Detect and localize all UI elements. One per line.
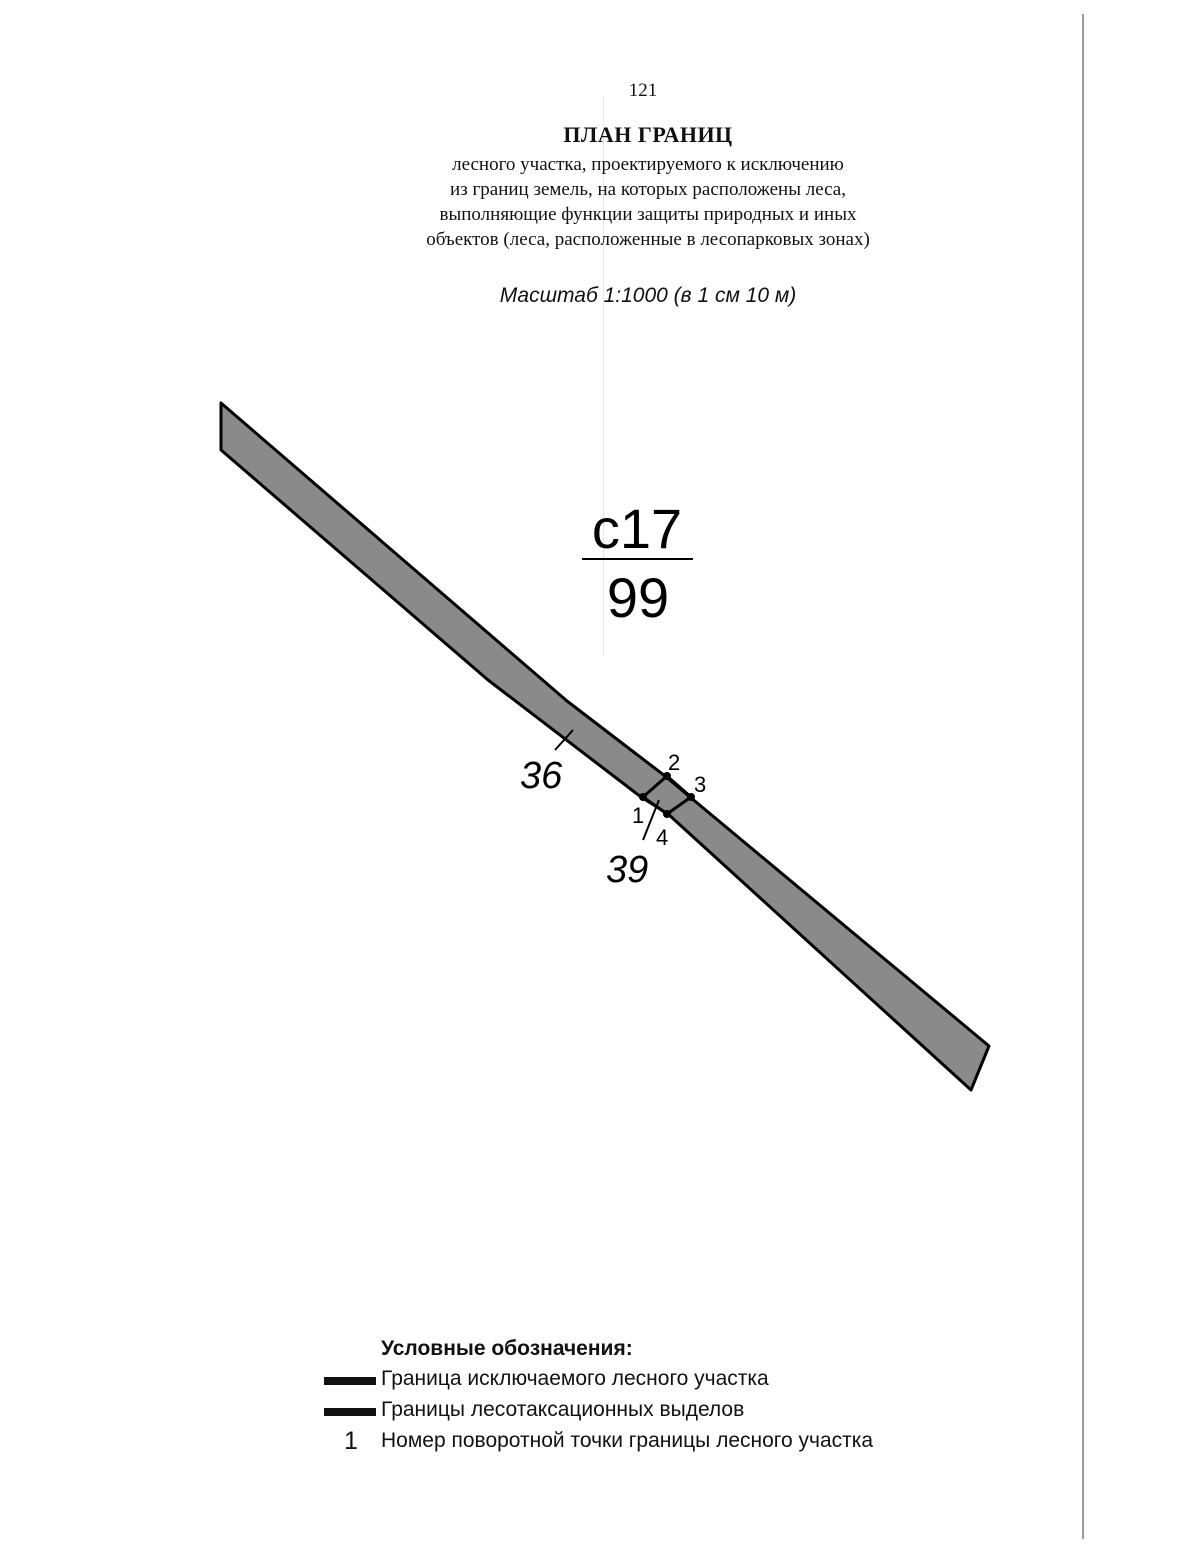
legend-item bbox=[324, 1426, 874, 1457]
subtitle-line: выполняющие функции защиты природных и иных bbox=[439, 204, 857, 225]
quarter-number: с17 bbox=[591, 497, 683, 560]
plot-number: 99 bbox=[606, 566, 670, 629]
page-number: 121 bbox=[628, 80, 658, 101]
legend-item-label: Номер поворотной точки границы лесного участка bbox=[381, 1429, 874, 1452]
subdivision-label-39: 39 bbox=[606, 849, 649, 891]
point-number-symbol: 1 bbox=[344, 1427, 358, 1455]
subtitle-line: из границ земель, на которых расположены леса, bbox=[450, 179, 846, 200]
legend-item bbox=[324, 1395, 745, 1426]
turning-point-1 bbox=[639, 793, 647, 801]
legend-title: Условные обозначения: bbox=[381, 1337, 633, 1360]
point-label-3: 3 bbox=[694, 772, 707, 797]
point-label-2: 2 bbox=[668, 750, 681, 775]
turning-point-4 bbox=[663, 810, 671, 818]
subtitle-line: объектов (леса, расположенные в лесопарковых зонах) bbox=[426, 229, 870, 250]
thick-line-symbol bbox=[324, 1408, 376, 1416]
scale-label: Масштаб 1:1000 (в 1 см 10 м) bbox=[499, 284, 797, 307]
legend-item-label: Граница исключаемого лесного участка bbox=[381, 1367, 769, 1390]
legend-item bbox=[324, 1364, 769, 1395]
legend-item-label: Границы лесотаксационных выделов bbox=[381, 1398, 745, 1421]
point-label-1: 1 bbox=[632, 803, 645, 828]
subtitle-line: лесного участка, проектируемого к исключению bbox=[452, 154, 844, 175]
legend bbox=[324, 1334, 874, 1457]
plan-title: ПЛАН ГРАНИЦ bbox=[563, 122, 733, 147]
thick-line-symbol bbox=[324, 1377, 376, 1385]
subdivision-label-36: 36 bbox=[520, 755, 563, 797]
point-label-4: 4 bbox=[656, 825, 669, 850]
